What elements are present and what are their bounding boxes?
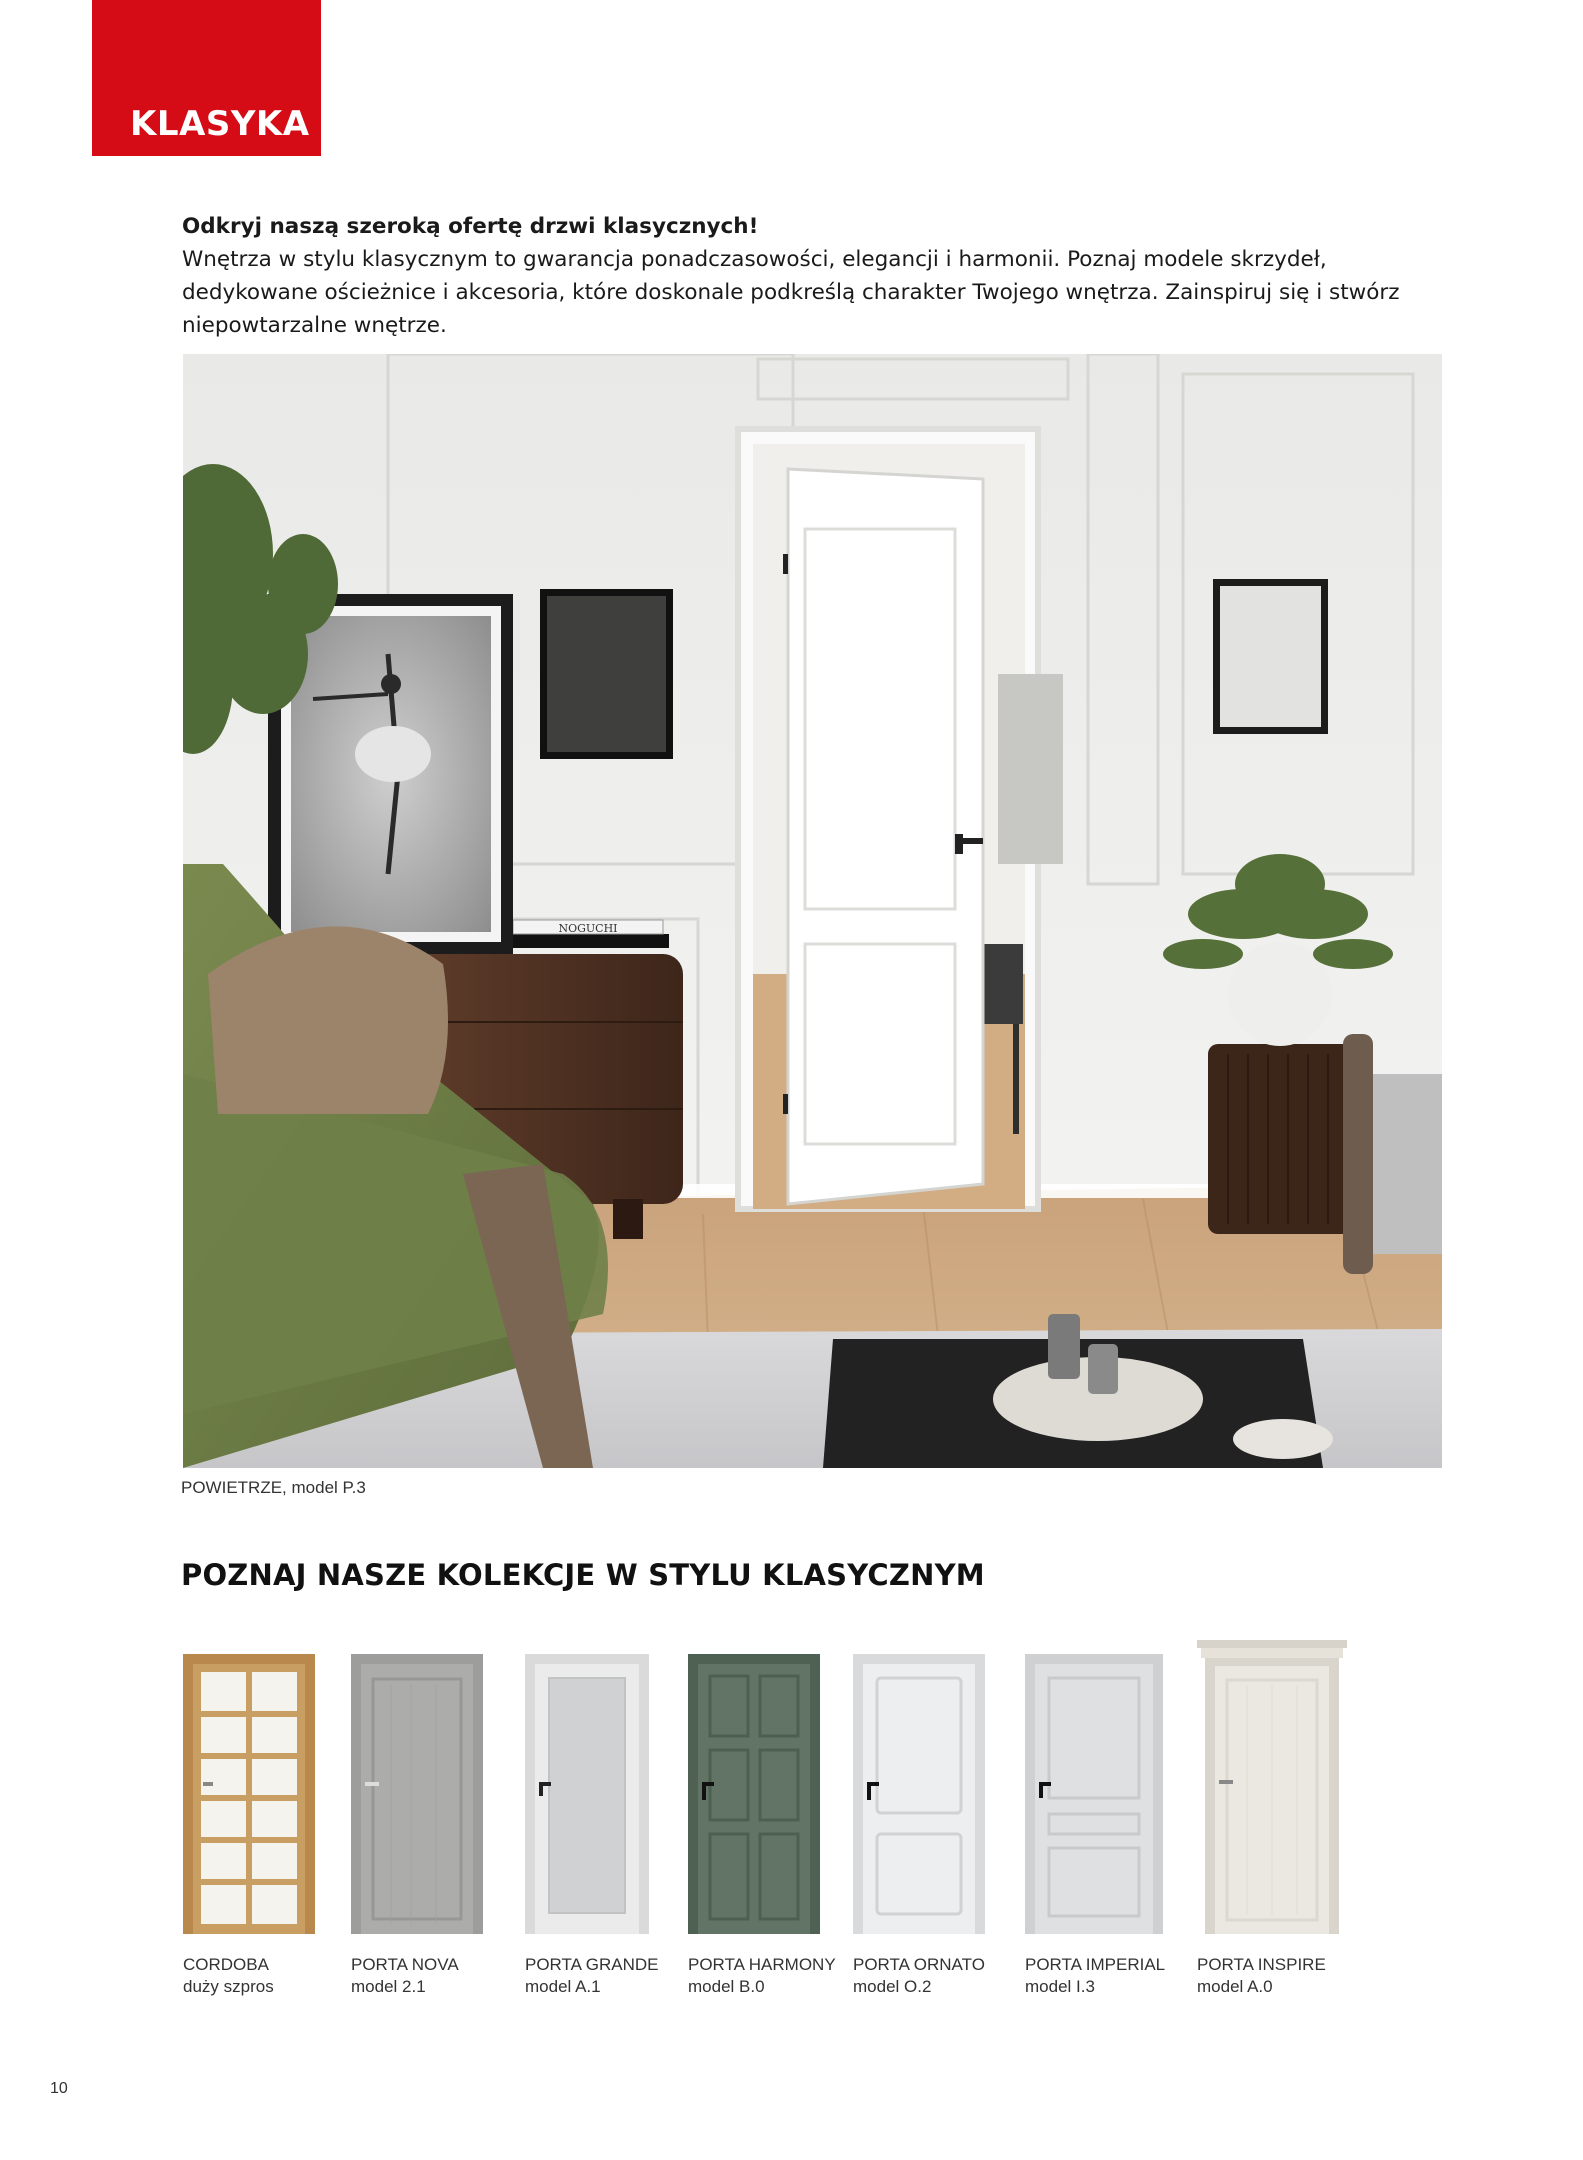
door-label-cordoba <box>183 1954 274 1998</box>
door-name: PORTA ORNATO <box>853 1955 985 1974</box>
collections-title: POZNAJ NASZE KOLEKCJE W STYLU KLASYCZNYM <box>181 1558 985 1592</box>
door-name: PORTA GRANDE <box>525 1955 659 1974</box>
hero-caption: POWIETRZE, model P.3 <box>181 1478 366 1497</box>
door-image-porta-grande <box>525 1654 649 1934</box>
door-name: PORTA INSPIRE <box>1197 1955 1326 1974</box>
door-name: PORTA NOVA <box>351 1955 459 1974</box>
intro-text <box>182 210 1442 342</box>
section-badge <box>92 0 321 156</box>
door-image-porta-harmony <box>688 1654 820 1934</box>
door-label-porta-inspire <box>1197 1954 1326 1998</box>
door-image-porta-imperial <box>1025 1654 1163 1934</box>
door-model: model I.3 <box>1025 1977 1095 1996</box>
door-name: CORDOBA <box>183 1955 269 1974</box>
page-number: 10 <box>50 2080 68 2097</box>
door-image-porta-inspire <box>1197 1640 1347 1934</box>
door-model: model O.2 <box>853 1977 932 1996</box>
door-label-porta-harmony <box>688 1954 836 1998</box>
door-card-porta-harmony[interactable] <box>688 1654 836 1996</box>
door-card-porta-ornato[interactable] <box>853 1654 985 1996</box>
door-model: model A.0 <box>1197 1977 1273 1996</box>
door-label-porta-ornato <box>853 1954 985 1998</box>
door-model: model 2.1 <box>351 1977 426 1996</box>
door-card-porta-grande[interactable] <box>525 1654 659 1996</box>
door-label-porta-nova <box>351 1954 459 1998</box>
door-card-porta-nova[interactable] <box>351 1654 483 1996</box>
door-card-porta-inspire[interactable] <box>1197 1640 1347 1996</box>
door-model: duży szpros <box>183 1977 274 1996</box>
intro-lead: Odkryj naszą szeroką ofertę drzwi klasycznych! <box>182 214 759 239</box>
door-label-porta-imperial <box>1025 1954 1165 1998</box>
door-label-porta-grande <box>525 1954 659 1998</box>
door-image-porta-nova <box>351 1654 483 1934</box>
door-name: PORTA HARMONY <box>688 1955 836 1974</box>
door-card-cordoba[interactable] <box>183 1654 315 1996</box>
intro-body: Wnętrza w stylu klasycznym to gwarancja ponadczasowości, elegancji i harmonii. Poznaj modele skrzydeł, dedykowane ościeżnice i akcesoria, które doskonale podkreślą charakter Twojego wnętrza. Zainspiruj się i stwórz niepowtarzalne wnętrze. <box>182 247 1400 338</box>
hero-photo <box>183 354 1442 1468</box>
door-image-cordoba <box>183 1654 315 1934</box>
door-image-porta-ornato <box>853 1654 985 1934</box>
door-card-porta-imperial[interactable] <box>1025 1654 1166 1996</box>
door-model: model A.1 <box>525 1977 601 1996</box>
door-model: model B.0 <box>688 1977 765 1996</box>
door-name: PORTA IMPERIAL <box>1025 1955 1166 1974</box>
section-badge-label: KLASYKA <box>130 104 310 144</box>
book-title: NOGUCHI <box>558 922 618 935</box>
